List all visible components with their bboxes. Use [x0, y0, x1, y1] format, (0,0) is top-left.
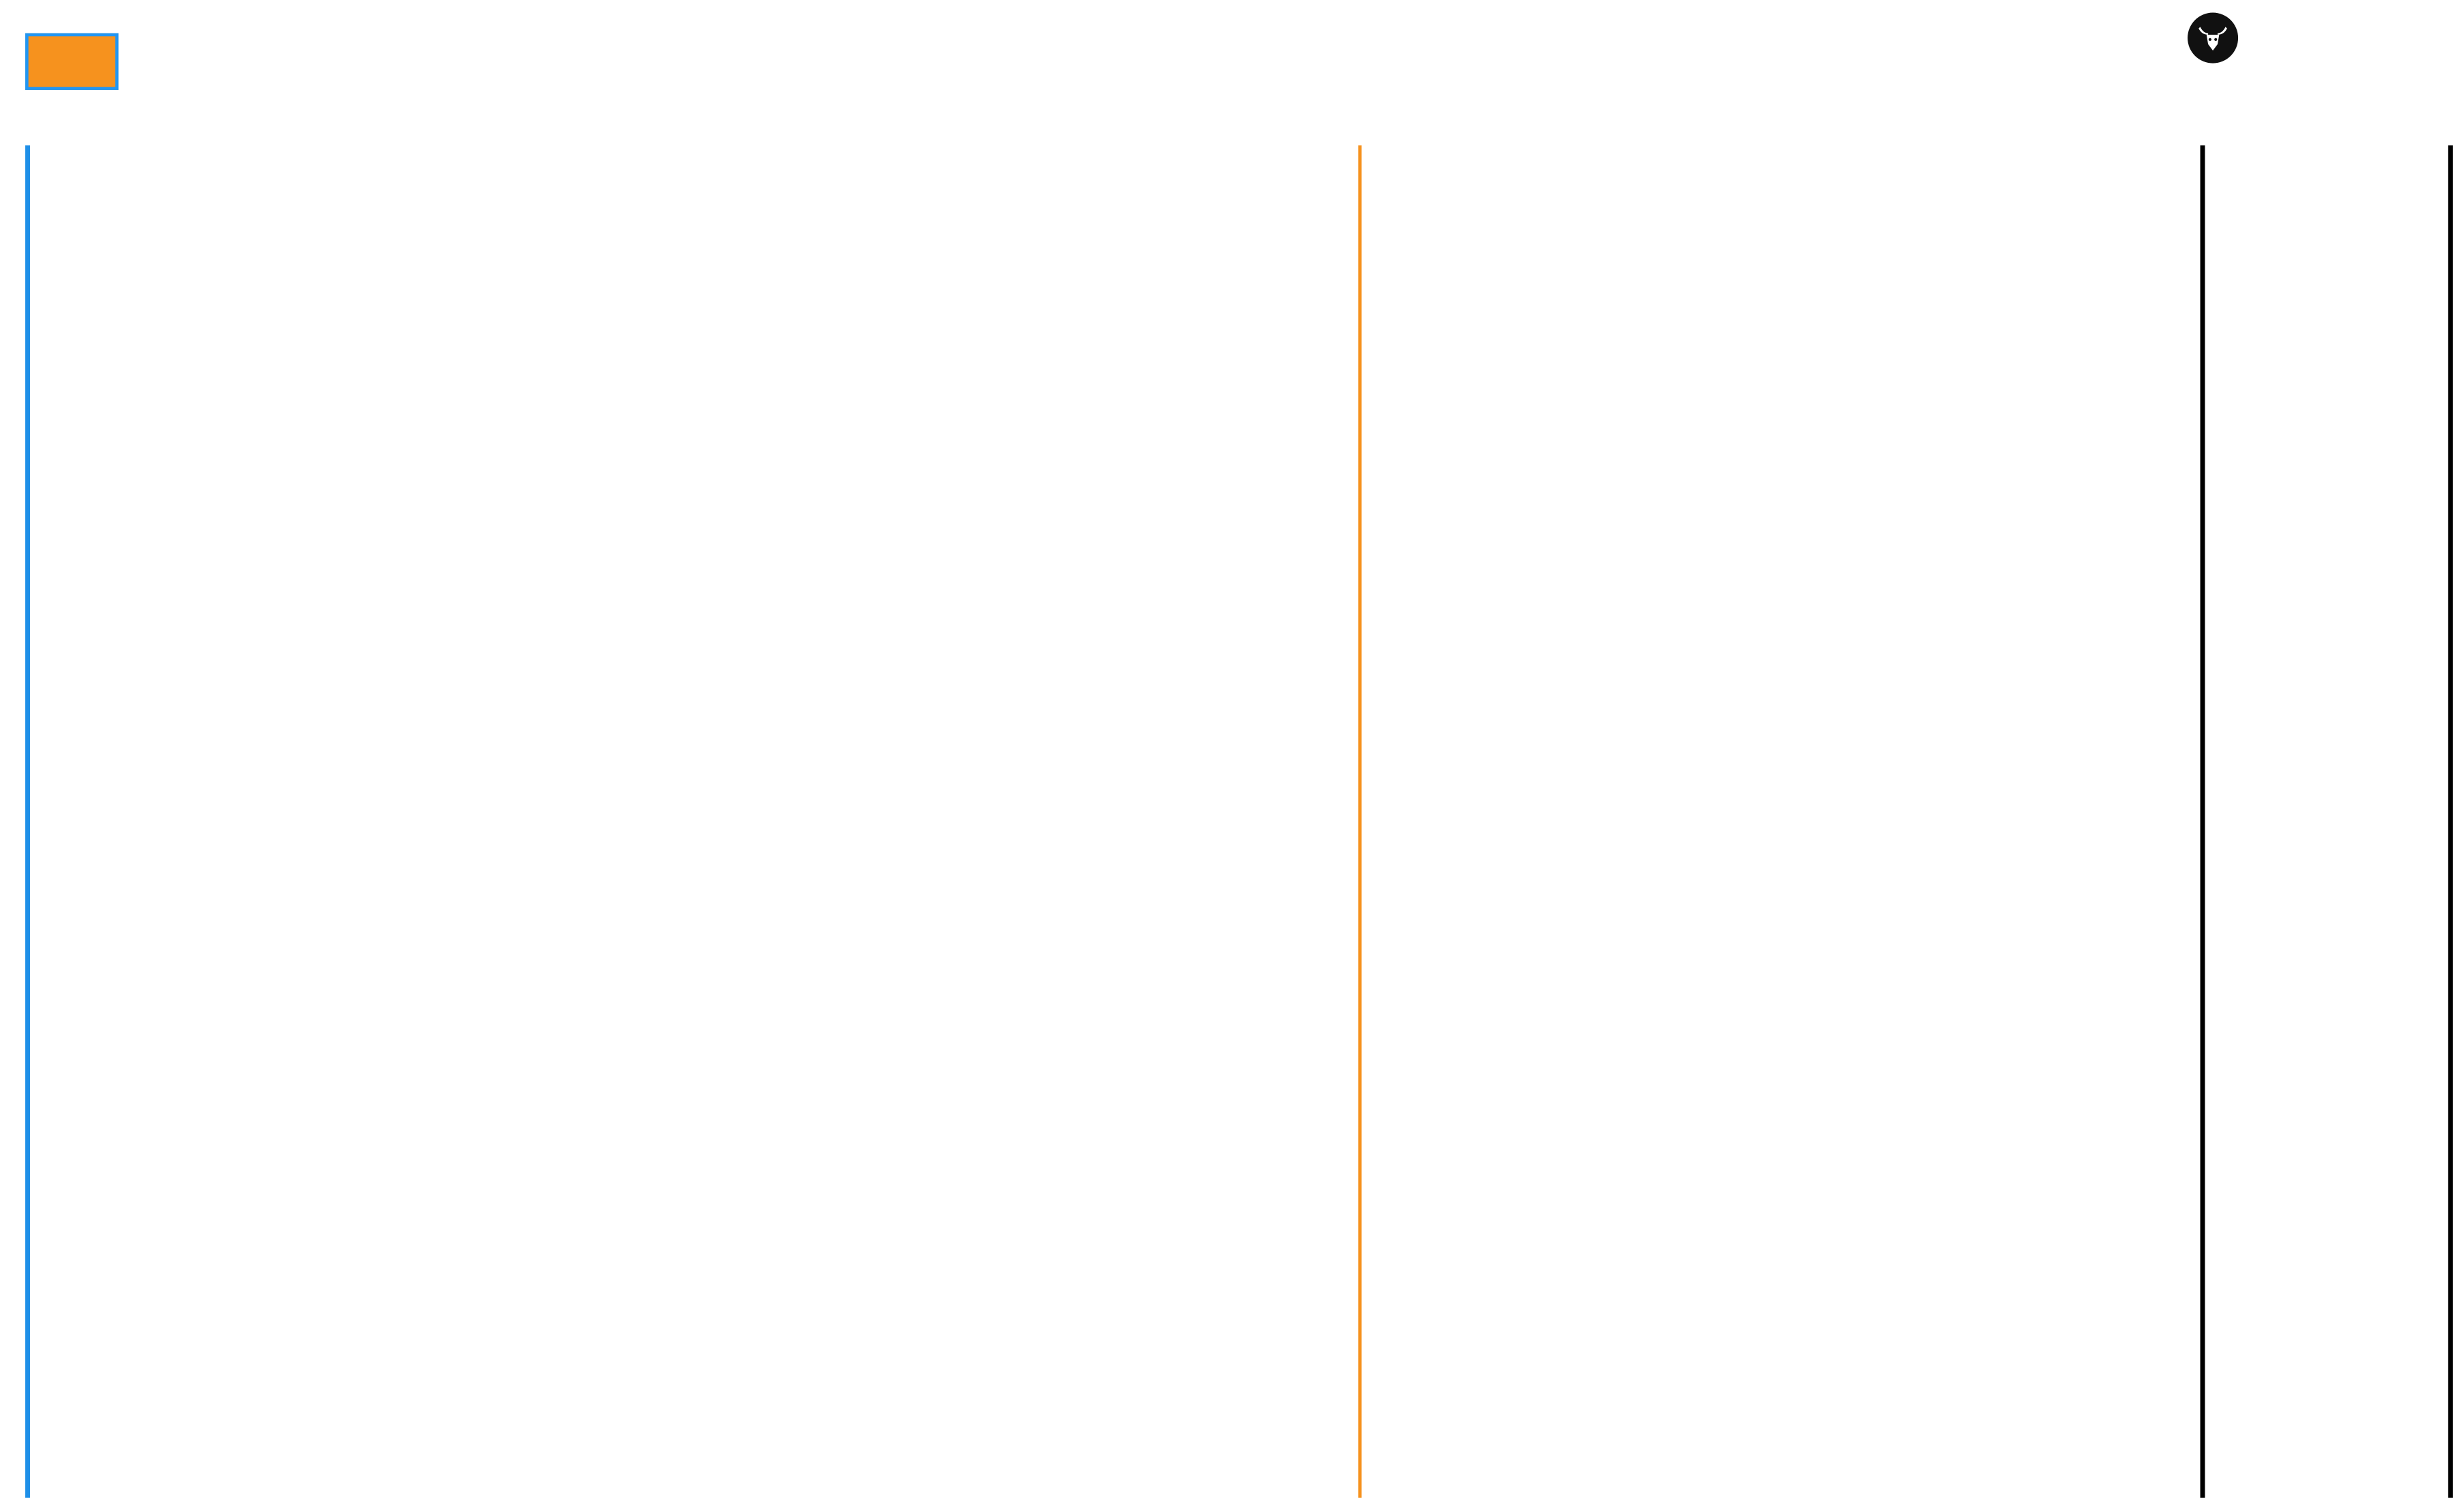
bull-icon	[2188, 13, 2238, 63]
divider-black-left	[2201, 145, 2205, 1498]
current-datetime-cell[interactable]	[25, 33, 119, 90]
left-border-blue	[25, 145, 30, 1498]
brand-logo	[2188, 13, 2249, 63]
divider-orange	[1358, 145, 1362, 1498]
divider-black-right	[2448, 145, 2452, 1498]
